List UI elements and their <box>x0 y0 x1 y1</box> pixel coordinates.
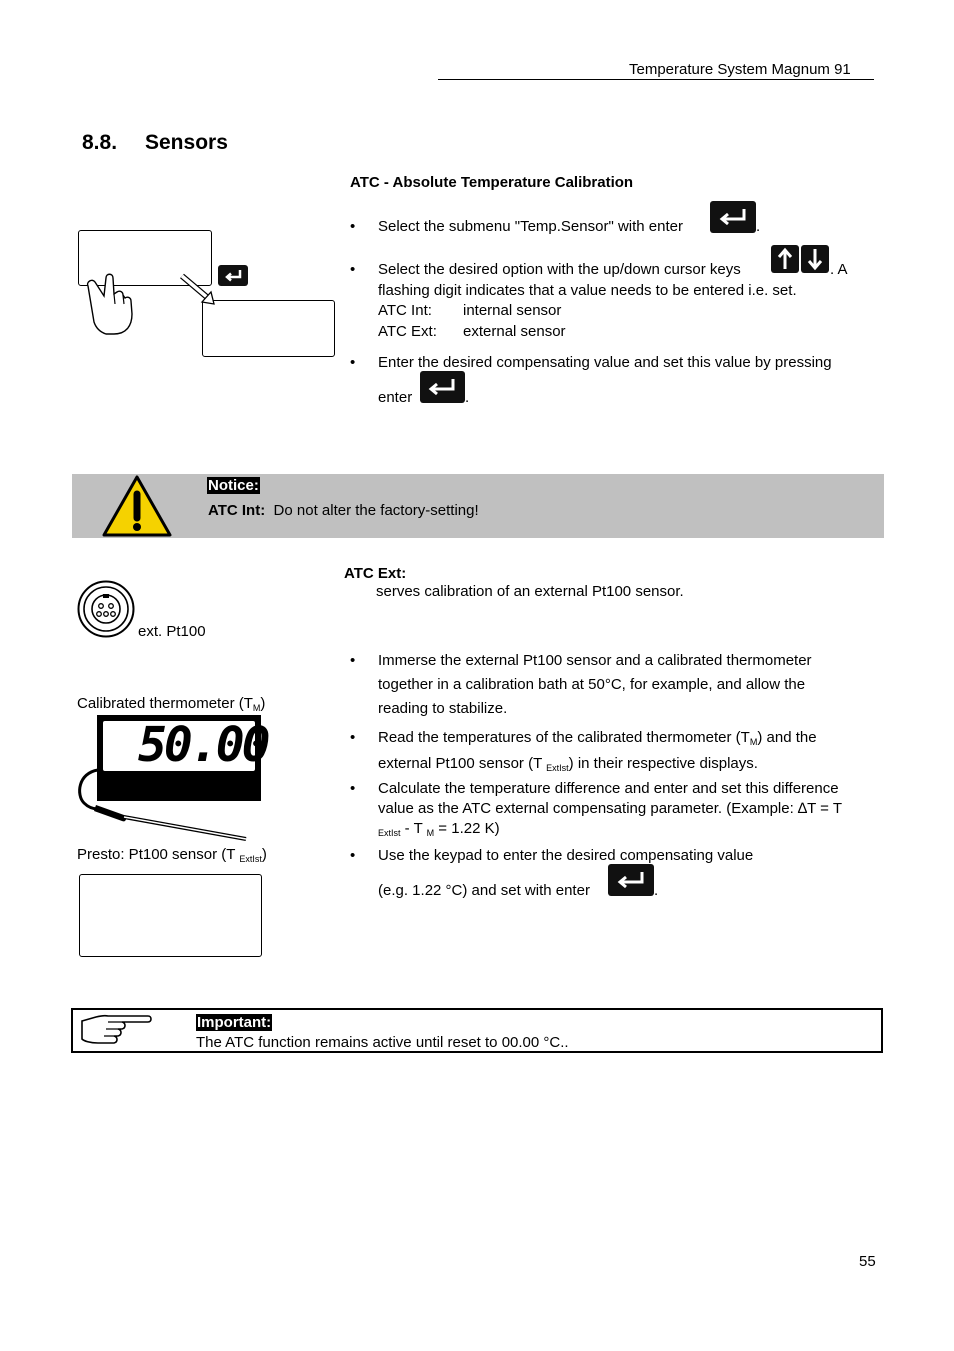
sensor-connector-icon <box>76 579 136 639</box>
up-key-icon <box>771 245 799 273</box>
option-int-label: ATC Int: <box>378 302 432 319</box>
step-calculate: • Calculate the temperature difference and enter and set this difference value as the ATC external compensating parameter. (Example: ∆T = T $_{ExtIst}$ - T $_M$ = 1.22 K) <box>378 779 842 843</box>
enter-key-icon <box>710 201 756 233</box>
step-keypad-line2: (e.g. 1.22 °C) and set with enter <box>378 882 590 899</box>
important-label: Important: <box>197 1014 272 1031</box>
down-key-icon <box>801 245 829 273</box>
enter-key-icon <box>218 265 248 286</box>
pointing-hand-icon <box>78 1011 154 1049</box>
enter-key-icon <box>420 371 465 403</box>
enter-key-icon <box>608 864 654 896</box>
option-ext-label: ATC Ext: <box>378 323 437 340</box>
atc-ext-desc: serves calibration of an external Pt100 sensor. <box>376 583 684 600</box>
thermometer-reading: 50.00 <box>138 717 268 773</box>
bullet2-line2: flashing digit indicates that a value needs to be entered i.e. set. <box>378 282 797 299</box>
option-ext-value: external sensor <box>463 323 566 340</box>
step-keypad-end: . <box>654 882 659 899</box>
section-number: 8.8. <box>82 131 118 154</box>
page-number: 55 <box>859 1253 876 1270</box>
presto-label: Presto: Pt100 sensor (T $_{ExtIst}$) <box>77 846 267 864</box>
notice-text: ATC Int: Do not alter the factory-setting! <box>208 502 479 519</box>
pointing-hand-icon <box>84 270 140 338</box>
header-rule <box>438 79 874 80</box>
bullet3-line2: enter <box>378 389 413 406</box>
section-title: Sensors <box>145 131 228 154</box>
atc-heading: ATC - Absolute Temperature Calibration <box>350 174 634 191</box>
step-read: • Read the temperatures of the calibrated thermometer $(T_M)$ and the external Pt100 sensor (T $_{ExtIst}$) in their respective displays. <box>378 727 817 779</box>
presto-display <box>79 874 262 957</box>
running-header: Temperature System Magnum 91 <box>629 61 851 78</box>
thermometer-label: Calibrated thermometer $(T_M)$ <box>77 695 266 713</box>
bullet-select-submenu: • Select the submenu "Temp.Sensor" with enter <box>378 217 683 237</box>
press-arrow-icon <box>178 272 218 306</box>
bullet2-after: . A <box>830 261 848 278</box>
bullet3-end: . <box>465 389 470 406</box>
probe-cable-icon <box>76 765 256 845</box>
submenu-display <box>202 300 335 357</box>
step-keypad: • Use the keypad to enter the desired compensating value <box>378 846 753 866</box>
step-immerse: • Immerse the external Pt100 sensor and a calibrated thermometer together in a calibration bath at 50°C, for example, and allow the reading to stabilize. <box>378 649 812 721</box>
bullet1-end: . <box>756 218 761 235</box>
option-int-value: internal sensor <box>463 302 562 319</box>
connector-label: ext. Pt100 <box>138 623 206 640</box>
warning-triangle-icon <box>101 474 173 538</box>
notice-label: Notice: <box>208 477 259 494</box>
bullet-select-option: • Select the desired option with the up/down cursor keys <box>378 260 741 280</box>
bullet-enter-value: • Enter the desired compensating value and set this value by pressing <box>378 353 832 373</box>
important-text: The ATC function remains active until reset to 00.00 °C.. <box>196 1034 569 1051</box>
atc-ext-heading: ATC Ext: <box>344 565 407 582</box>
